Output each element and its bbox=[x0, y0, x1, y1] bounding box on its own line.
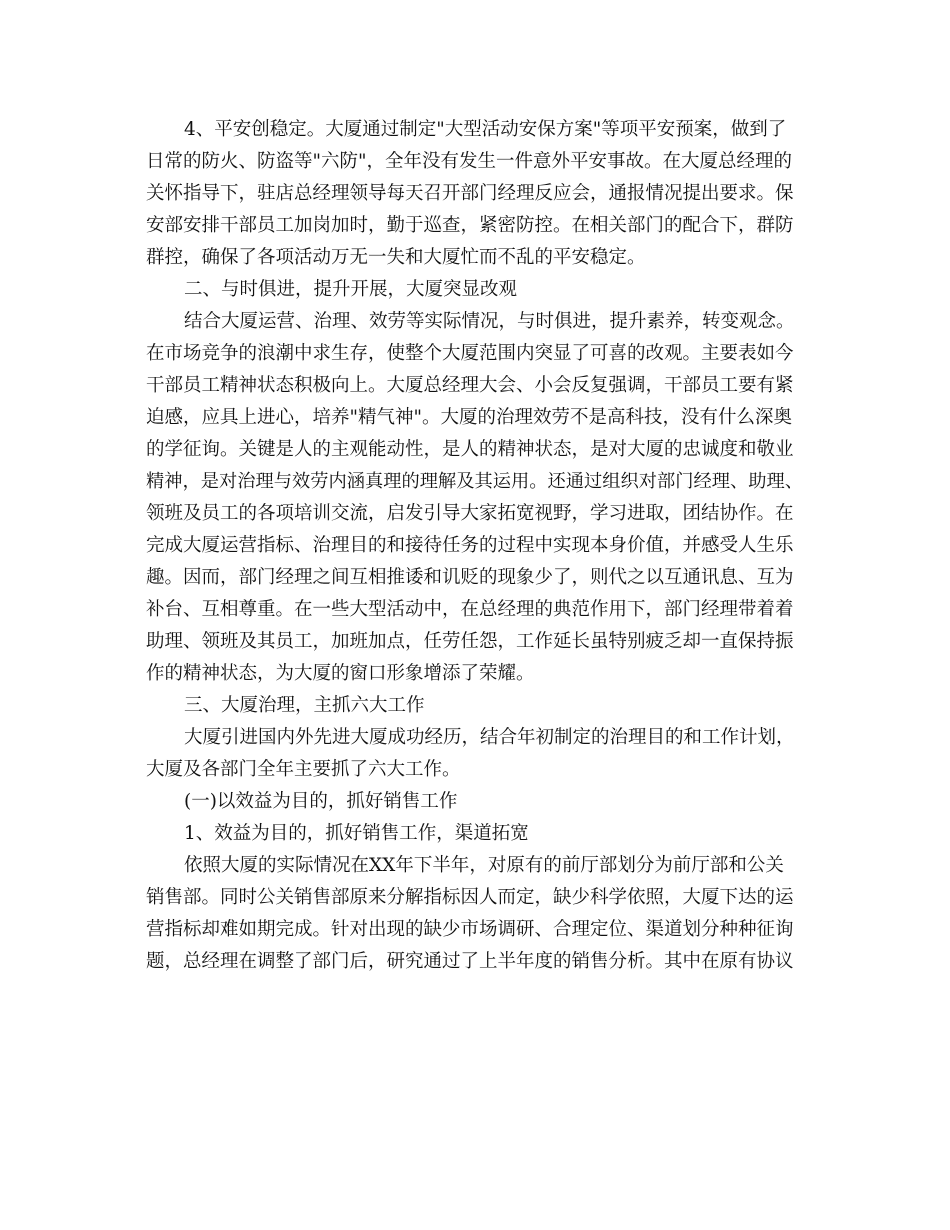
text-line: 安部安排干部员工加岗加时，勤于巡查，紧密防控。在相关部门的配合下，群防 bbox=[146, 215, 794, 236]
text-line: 精神，是对治理与效劳内涵真理的理解及其运用。还通过组织对部门经理、助理、 bbox=[146, 471, 803, 492]
section-heading: 二、与时俱进，提升开展，大厦突显改观 bbox=[184, 279, 518, 300]
text-line: 结合大厦运营、治理、效劳等实际情况，与时俱进，提升素养，转变观念。 bbox=[184, 311, 795, 332]
text-line: 4、平安创稳定。大厦通过制定"大型活动安保方案"等项平安预案，做到了 bbox=[184, 119, 787, 140]
text-line: 依照大厦的实际情况在XX年下半年，对原有的前厅部划分为前厅部和公关 bbox=[184, 855, 784, 876]
text-line: 完成大厦运营指标、治理目的和接待任务的过程中实现本身价值，并感受人生乐 bbox=[146, 535, 794, 556]
text-line: 日常的防火、防盗等"六防"，全年没有发生一件意外平安事故。在大厦总经理的 bbox=[146, 151, 793, 172]
text-line: 趣。因而，部门经理之间互相推诿和讥贬的现象少了，则代之以互通讯息、互为 bbox=[146, 567, 794, 588]
text-line: 营指标却难如期完成。针对出现的缺少市场调研、合理定位、渠道划分种种征询 bbox=[146, 919, 794, 940]
text-line: 的学征询。关键是人的主观能动性，是人的精神状态，是对大厦的忠诚度和敬业 bbox=[146, 439, 794, 460]
text-line: 迫感，应具上进心，培养"精气神"。大厦的治理效劳不是高科技，没有什么深奥 bbox=[146, 407, 793, 428]
subsection-heading: 1、效益为目的，抓好销售工作，渠道拓宽 bbox=[184, 823, 529, 844]
document-body bbox=[146, 114, 806, 978]
subsection-heading: (一)以效益为目的，抓好销售工作 bbox=[184, 791, 458, 812]
section-heading: 三、大厦治理，主抓六大工作 bbox=[184, 695, 425, 716]
text-line: 作的精神状态，为大厦的窗口形象增添了荣耀。 bbox=[146, 663, 535, 684]
text-line: 群控，确保了各项活动万无一失和大厦忙而不乱的平安稳定。 bbox=[146, 247, 646, 268]
text-line: 题，总经理在调整了部门后，研究通过了上半年度的销售分析。其中在原有协议 bbox=[146, 951, 794, 972]
text-line: 在市场竞争的浪潮中求生存，使整个大厦范围内突显了可喜的改观。主要表如今 bbox=[146, 343, 794, 364]
text-line: 干部员工精神状态积极向上。大厦总经理大会、小会反复强调，干部员工要有紧 bbox=[146, 375, 794, 396]
text-line: 销售部。同时公关销售部原来分解指标因人而定，缺少科学依照，大厦下达的运 bbox=[146, 887, 794, 908]
text-line: 领班及员工的各项培训交流，启发引导大家拓宽视野，学习进取，团结协作。在 bbox=[146, 503, 794, 524]
text-line: 大厦引进国内外先进大厦成功经历，结合年初制定的治理目的和工作计划， bbox=[184, 727, 795, 748]
text-line: 大厦及各部门全年主要抓了六大工作。 bbox=[146, 759, 461, 780]
text-line: 助理、领班及其员工，加班加点，任劳任怨，工作延长虽特别疲乏却一直保持振 bbox=[146, 631, 794, 652]
text-line: 补台、互相尊重。在一些大型活动中，在总经理的典范作用下，部门经理带着着 bbox=[146, 599, 794, 620]
text-line: 关怀指导下，驻店总经理领导每天召开部门经理反应会，通报情况提出要求。保 bbox=[146, 183, 794, 204]
